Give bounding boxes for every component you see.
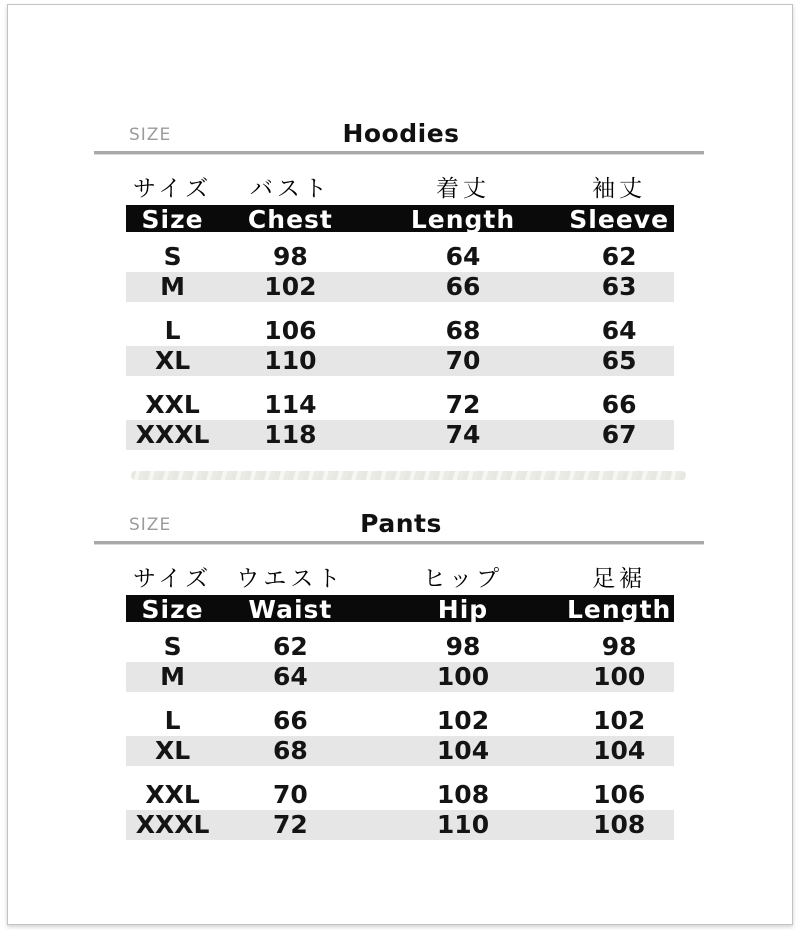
column-header-en: Hip	[437, 595, 489, 622]
size-cell: XXXL	[135, 810, 210, 839]
table-row	[126, 346, 674, 376]
table-row	[126, 810, 674, 840]
size-cell: L	[164, 706, 181, 735]
column-header-en: Chest	[247, 205, 333, 232]
pants-table	[126, 565, 674, 840]
pants-section-header	[8, 509, 794, 541]
table-row	[126, 242, 674, 272]
english-header-bar	[126, 595, 674, 622]
value-cell: 72	[445, 390, 481, 419]
value-cell: 118	[264, 420, 317, 449]
column-header-en: Length	[410, 205, 516, 232]
column-header-en: Size	[141, 595, 204, 622]
size-cell: XL	[154, 346, 191, 375]
size-cell: S	[163, 242, 182, 271]
japanese-header-row	[126, 175, 674, 203]
section-title: Pants	[360, 509, 442, 538]
value-cell: 102	[593, 706, 646, 735]
column-header-jp: 足裾	[592, 566, 647, 592]
column-header-jp: 袖丈	[592, 176, 647, 202]
column-header-jp: バスト	[249, 176, 331, 202]
value-cell: 70	[272, 780, 308, 809]
value-cell: 102	[436, 706, 490, 735]
japanese-header-row	[126, 565, 674, 593]
value-cell: 74	[445, 420, 481, 449]
table-row	[126, 736, 674, 766]
table-row	[126, 662, 674, 692]
value-cell: 108	[436, 780, 490, 809]
table-row	[126, 706, 674, 736]
column-header-en: Waist	[248, 595, 333, 622]
column-header-jp: サイズ	[132, 176, 213, 202]
value-cell: 110	[436, 810, 490, 839]
value-cell: 104	[436, 736, 490, 765]
value-cell: 66	[272, 706, 308, 735]
size-cell: XXL	[145, 780, 200, 809]
value-cell: 98	[445, 632, 481, 661]
size-label: SIZE	[129, 125, 172, 145]
table-row	[126, 420, 674, 450]
size-cell: M	[160, 272, 186, 301]
value-cell: 64	[601, 316, 637, 345]
value-cell: 62	[272, 632, 308, 661]
hoodies-section	[8, 119, 794, 450]
value-cell: 64	[445, 242, 481, 271]
column-header-jp: ウエスト	[236, 566, 345, 592]
table-row	[126, 316, 674, 346]
value-cell: 98	[272, 242, 308, 271]
value-cell: 102	[264, 272, 317, 301]
value-cell: 66	[601, 390, 637, 419]
value-cell: 68	[272, 736, 308, 765]
section-divider	[94, 151, 704, 155]
value-cell: 65	[601, 346, 637, 375]
column-header-jp: サイズ	[132, 566, 213, 592]
value-cell: 70	[445, 346, 481, 375]
size-cell: S	[163, 632, 182, 661]
table-row	[126, 780, 674, 810]
value-cell: 110	[264, 346, 317, 375]
value-cell: 114	[264, 390, 317, 419]
pants-section	[8, 509, 794, 840]
value-cell: 108	[593, 810, 646, 839]
value-cell: 104	[593, 736, 646, 765]
section-divider	[94, 541, 704, 545]
size-cell: XXXL	[135, 420, 210, 449]
value-cell: 67	[601, 420, 637, 449]
size-cell: L	[164, 316, 181, 345]
value-cell: 62	[601, 242, 637, 271]
column-header-jp: 着丈	[436, 176, 490, 202]
value-cell: 100	[593, 662, 646, 691]
value-cell: 68	[445, 316, 481, 345]
column-header-en: Sleeve	[569, 205, 670, 232]
section-title: Hoodies	[342, 119, 460, 148]
value-cell: 100	[436, 662, 490, 691]
value-cell: 106	[264, 316, 317, 345]
table-row	[126, 632, 674, 662]
size-cell: XL	[154, 736, 191, 765]
value-cell: 72	[272, 810, 308, 839]
decorative-squiggle-divider	[131, 471, 686, 480]
value-cell: 106	[593, 780, 646, 809]
size-cell: M	[160, 662, 186, 691]
hoodies-table	[126, 175, 674, 450]
hoodies-section-header	[8, 119, 794, 151]
size-cell: XXL	[145, 390, 200, 419]
value-cell: 66	[445, 272, 481, 301]
column-header-jp: ヒップ	[422, 566, 504, 592]
value-cell: 98	[601, 632, 637, 661]
english-header-bar	[126, 205, 674, 232]
column-header-en: Length	[567, 595, 672, 622]
value-cell: 64	[272, 662, 308, 691]
table-row	[126, 390, 674, 420]
table-row	[126, 272, 674, 302]
size-label: SIZE	[129, 515, 172, 535]
size-chart-card	[7, 4, 793, 925]
column-header-en: Size	[141, 205, 204, 232]
value-cell: 63	[601, 272, 637, 301]
